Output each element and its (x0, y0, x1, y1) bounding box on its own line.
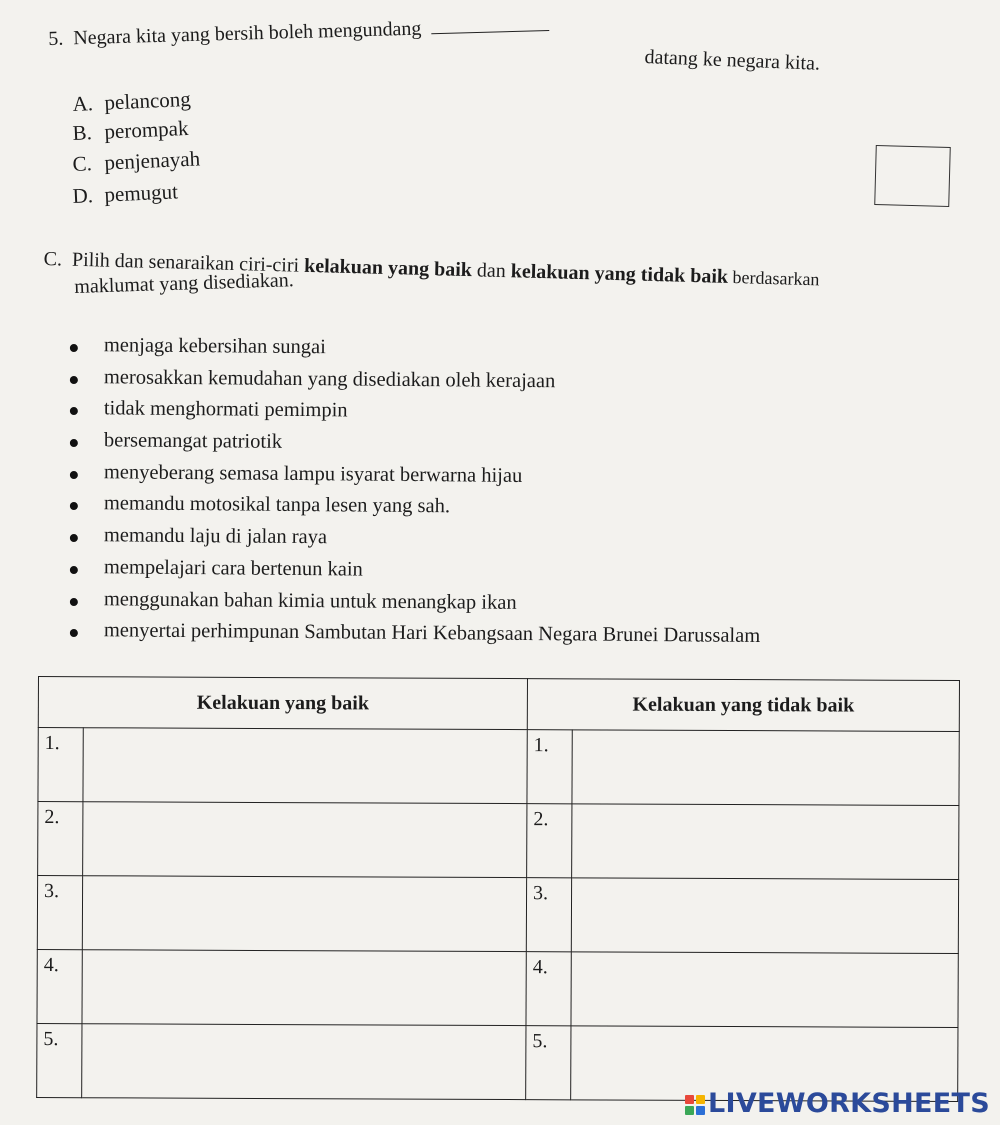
row-number: 3. (526, 878, 571, 952)
brand-logo-icon (685, 1095, 705, 1115)
bad-answer-cell[interactable] (571, 878, 958, 954)
option-c: C. penjenayah (72, 146, 201, 176)
list-item: bersemangat patriotik (70, 429, 761, 467)
bullet-icon (70, 471, 78, 479)
bullet-icon (70, 502, 78, 510)
good-answer-cell[interactable] (82, 1024, 526, 1100)
list-item: tidak menghormati pemimpin (70, 397, 761, 435)
brand-name: LIVEWORKSHEETS (707, 1088, 990, 1119)
question-text-tail: datang ke negara kita. (644, 46, 821, 75)
question-text: Negara kita yang bersih boleh mengundang (72, 17, 422, 50)
row-number: 5. (526, 1026, 571, 1100)
row-number: 2. (527, 804, 572, 878)
bad-answer-cell[interactable] (571, 952, 958, 1028)
list-item: menggunakan bahan kimia untuk menangkap ikan (70, 588, 761, 626)
section-c-instruction-line2: maklumat yang disediakan. (74, 269, 294, 298)
table-row (37, 949, 958, 1027)
bad-answer-cell[interactable] (572, 804, 959, 880)
row-number: 5. (37, 1023, 82, 1097)
option-d: D. pemugut (72, 179, 179, 208)
logo-square-icon (685, 1106, 694, 1115)
bullet-icon (70, 534, 78, 542)
question-5-stem (48, 14, 560, 51)
list-item: memandu laju di jalan raya (70, 524, 761, 562)
behaviour-list (70, 334, 760, 651)
good-answer-cell[interactable] (83, 802, 527, 878)
list-item: merosakkan kemudahan yang disediakan oleh kerajaan (70, 366, 761, 404)
bad-answer-cell[interactable] (572, 730, 959, 806)
row-number: 3. (37, 876, 82, 950)
list-item: memandu motosikal tanpa lesen yang sah. (70, 492, 761, 530)
header-good-behaviour: Kelakuan yang baik (38, 677, 527, 730)
list-item: menyeberang semasa lampu isyarat berwarna hijau (70, 461, 761, 499)
table-header-row (38, 677, 959, 732)
row-number: 1. (38, 728, 83, 802)
good-answer-cell[interactable] (83, 728, 527, 804)
table-row (38, 728, 959, 806)
header-bad-behaviour: Kelakuan yang tidak baik (527, 679, 959, 732)
bullet-icon (70, 566, 78, 574)
logo-square-icon (685, 1095, 694, 1104)
logo-square-icon (696, 1106, 705, 1115)
liveworksheets-logo (685, 1088, 990, 1119)
option-a: A. pelancong (72, 86, 192, 116)
row-number: 4. (526, 952, 571, 1026)
bullet-icon (70, 439, 78, 447)
bullet-icon (70, 376, 78, 384)
answer-box[interactable] (874, 145, 951, 207)
list-item: menjaga kebersihan sungai (70, 334, 761, 372)
logo-square-icon (696, 1095, 705, 1104)
row-number: 4. (37, 949, 82, 1023)
bullet-icon (70, 407, 78, 415)
good-answer-cell[interactable] (82, 950, 526, 1026)
table-row (38, 802, 959, 880)
section-letter: C. (43, 248, 63, 271)
answer-blank[interactable] (431, 16, 549, 34)
bullet-icon (70, 344, 78, 352)
section-c-instruction: C. Pilih dan senaraikan ciri-ciri kelakuan yang baik dan kelakuan yang tidak baik berdasarkan (43, 248, 820, 290)
bullet-icon (70, 629, 78, 637)
row-number: 2. (38, 802, 83, 876)
row-number: 1. (527, 730, 572, 804)
option-b: B. perompak (72, 115, 189, 145)
good-answer-cell[interactable] (82, 876, 526, 952)
list-item: menyertai perhimpunan Sambutan Hari Kebangsaan Negara Brunei Darussalam (70, 619, 761, 657)
answer-table (36, 676, 960, 1102)
table-row (37, 876, 958, 954)
list-item: mempelajari cara bertenun kain (70, 556, 761, 594)
bullet-icon (70, 597, 78, 605)
question-number: 5. (48, 27, 64, 50)
